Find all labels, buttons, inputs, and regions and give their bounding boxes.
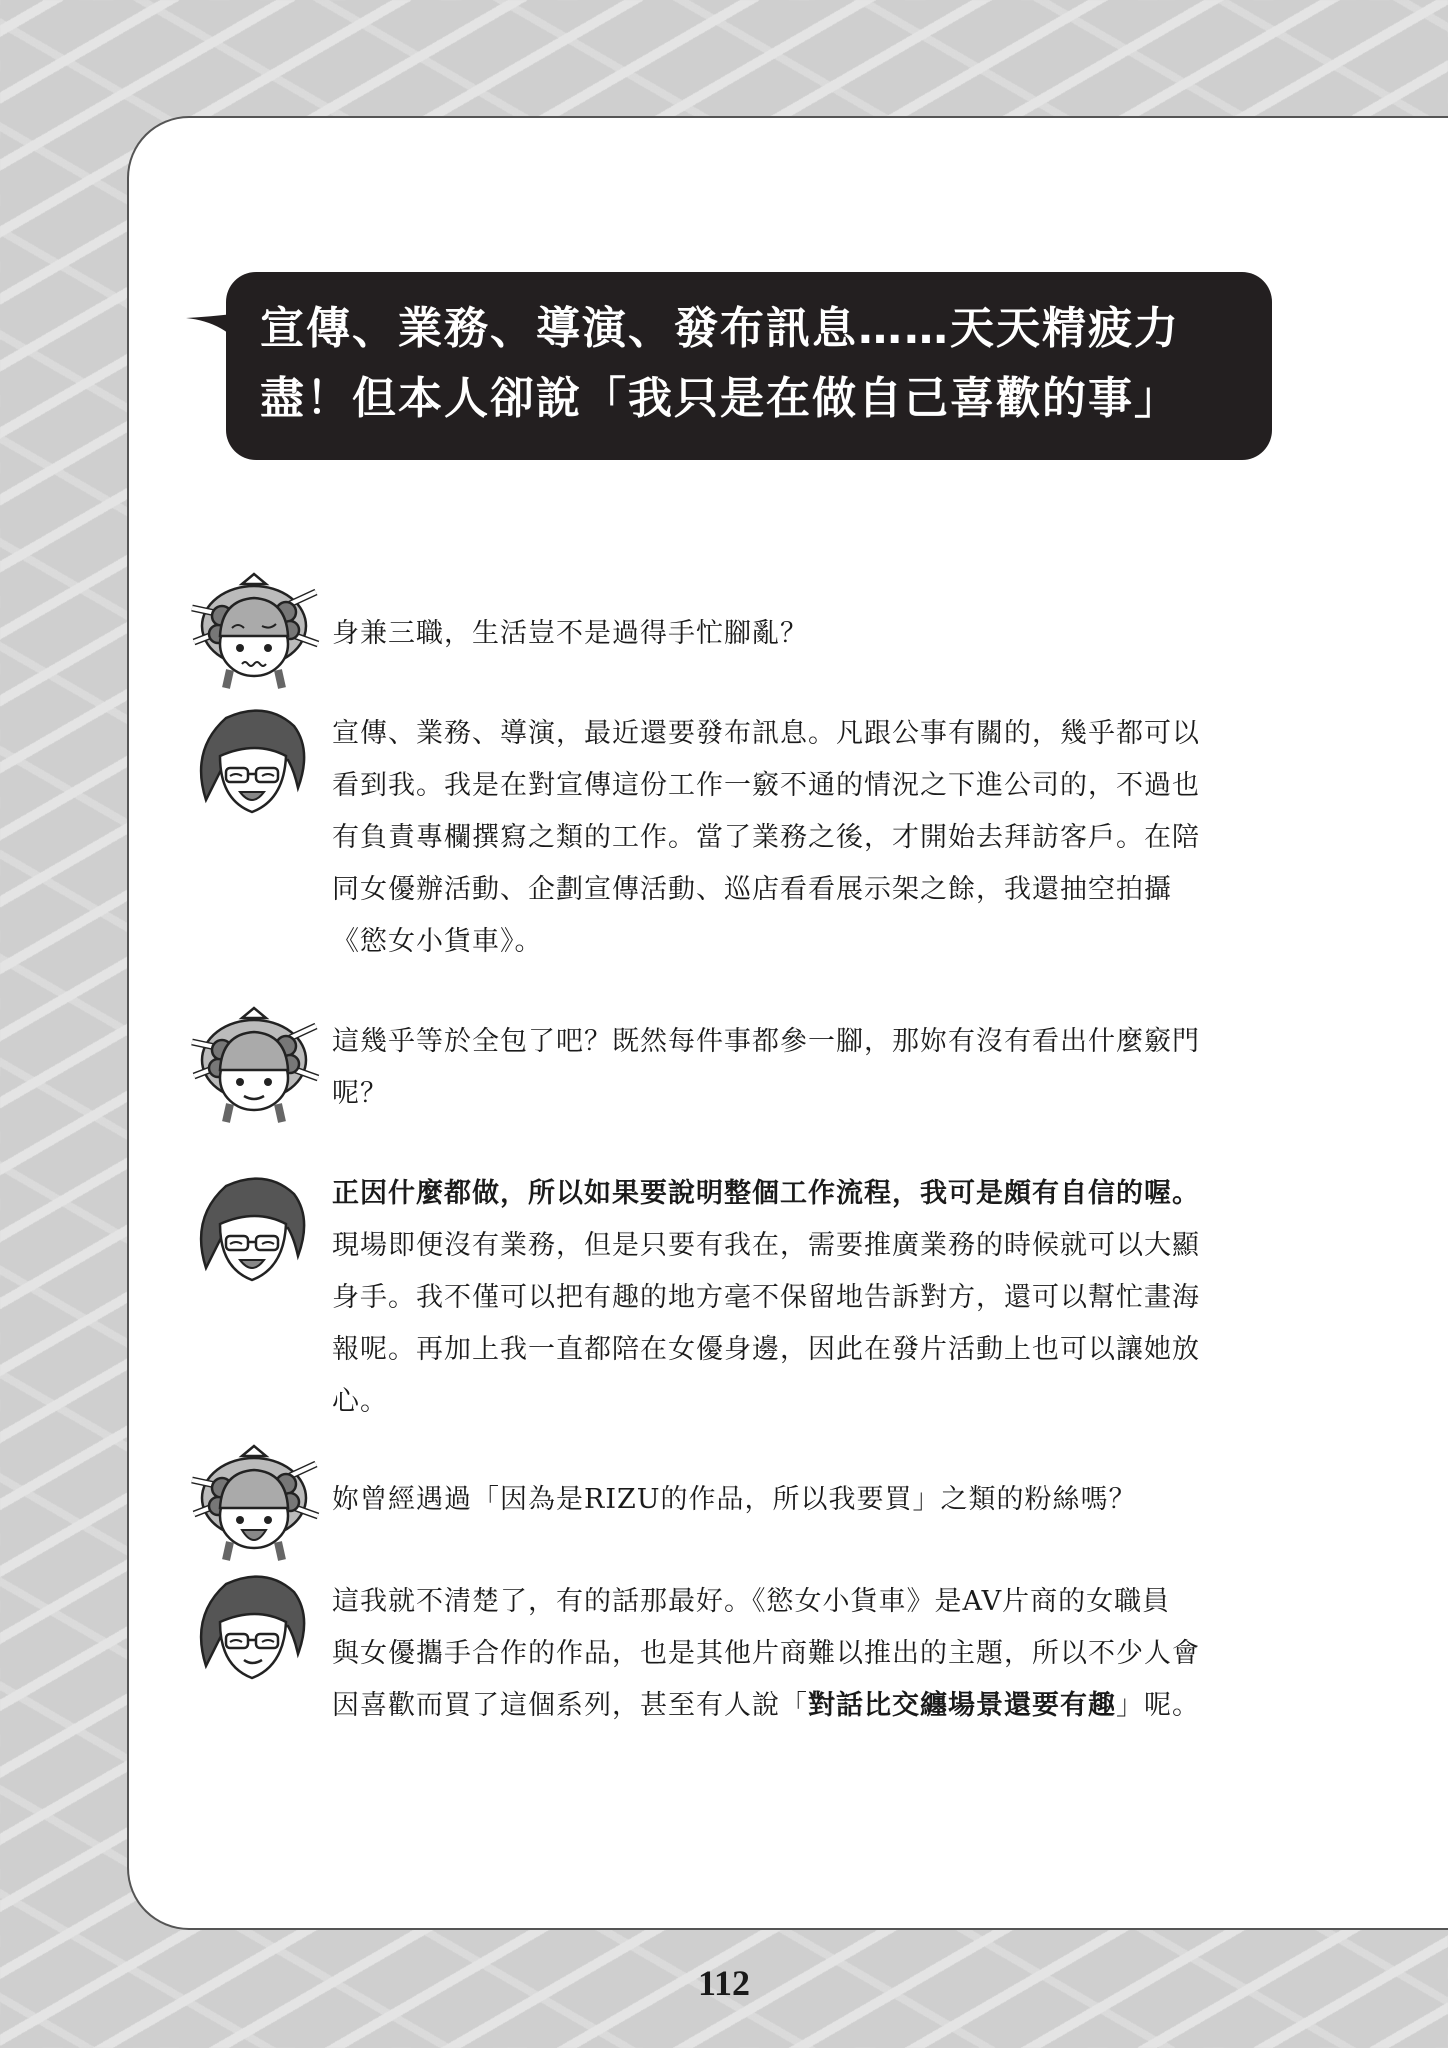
dialogue-interviewer-1 (332, 608, 1272, 660)
dialogue-line: 心。 (332, 1386, 388, 1417)
interviewer-laughing-face-icon (186, 1442, 322, 1572)
dialogue-bold-line: 正因什麼都做，所以如果要說明整個工作流程，我可是頗有自信的喔。 (332, 1178, 1200, 1209)
dialogue-line: 身兼三職，生活豈不是過得手忙腳亂？ (332, 618, 808, 649)
dialogue-line: 報呢。再加上我一直都陪在女優身邊，因此在發片活動上也可以讓她放 (332, 1334, 1200, 1365)
dialogue-line: 這我就不清楚了，有的話那最好。《慾女小貨車》是AV片商的女職員 (332, 1586, 1171, 1617)
dialogue-rizu-3 (332, 1576, 1272, 1732)
dialogue-line: 有負責專欄撰寫之類的工作。當了業務之後，才開始去拜訪客戶。在陪 (332, 822, 1200, 853)
dialogue-text: 因喜歡而買了這個系列，甚至有人說「 (332, 1690, 808, 1721)
dialogue-line-mixed (332, 1680, 1272, 1732)
dialogue-line: 同女優辦活動、企劃宣傳活動、巡店看看展示架之餘，我還抽空拍攝 (332, 874, 1172, 905)
rizu-smiling-face-icon (186, 700, 322, 830)
interviewer-smiling-face-icon (186, 1004, 322, 1134)
dialogue-line: 呢？ (332, 1078, 388, 1109)
heading-speech-bubble (226, 272, 1272, 460)
rizu-smiling-face-icon (186, 1566, 322, 1696)
dialogue-rizu-1 (332, 708, 1272, 968)
interviewer-worried-face-icon (186, 570, 322, 700)
dialogue-line: 現場即便沒有業務，但是只要有我在，需要推廣業務的時候就可以大顯 (332, 1230, 1200, 1261)
heading-line-1: 宣傳、業務、導演、發布訊息……天天精疲力 (260, 303, 1180, 354)
heading-line-2: 盡！但本人卻說「我只是在做自己喜歡的事」 (260, 373, 1180, 424)
dialogue-line: 身手。我不僅可以把有趣的地方毫不保留地告訴對方，還可以幫忙畫海 (332, 1282, 1200, 1313)
dialogue-line: 與女優攜手合作的作品，也是其他片商難以推出的主題，所以不少人會 (332, 1638, 1200, 1669)
dialogue-interviewer-2 (332, 1016, 1272, 1120)
dialogue-interviewer-3 (332, 1474, 1272, 1526)
dialogue-text: 」呢。 (1116, 1690, 1200, 1721)
dialogue-line: 《慾女小貨車》。 (332, 926, 543, 957)
dialogue-line: 看到我。我是在對宣傳這份工作一竅不通的情況之下進公司的，不過也 (332, 770, 1200, 801)
dialogue-line: 宣傳、業務、導演，最近還要發布訊息。凡跟公事有關的，幾乎都可以 (332, 718, 1200, 749)
page-number: 112 (697, 1963, 750, 2003)
dialogue-line: 這幾乎等於全包了吧？既然每件事都參一腳，那妳有沒有看出什麼竅門 (332, 1026, 1200, 1057)
dialogue-line: 妳曾經遇過「因為是RIZU的作品，所以我要買」之類的粉絲嗎？ (332, 1484, 1137, 1515)
dialogue-bold-quote: 對話比交纏場景還要有趣 (808, 1690, 1116, 1721)
dialogue-rizu-2 (332, 1168, 1272, 1428)
rizu-smiling-face-icon (186, 1168, 322, 1298)
